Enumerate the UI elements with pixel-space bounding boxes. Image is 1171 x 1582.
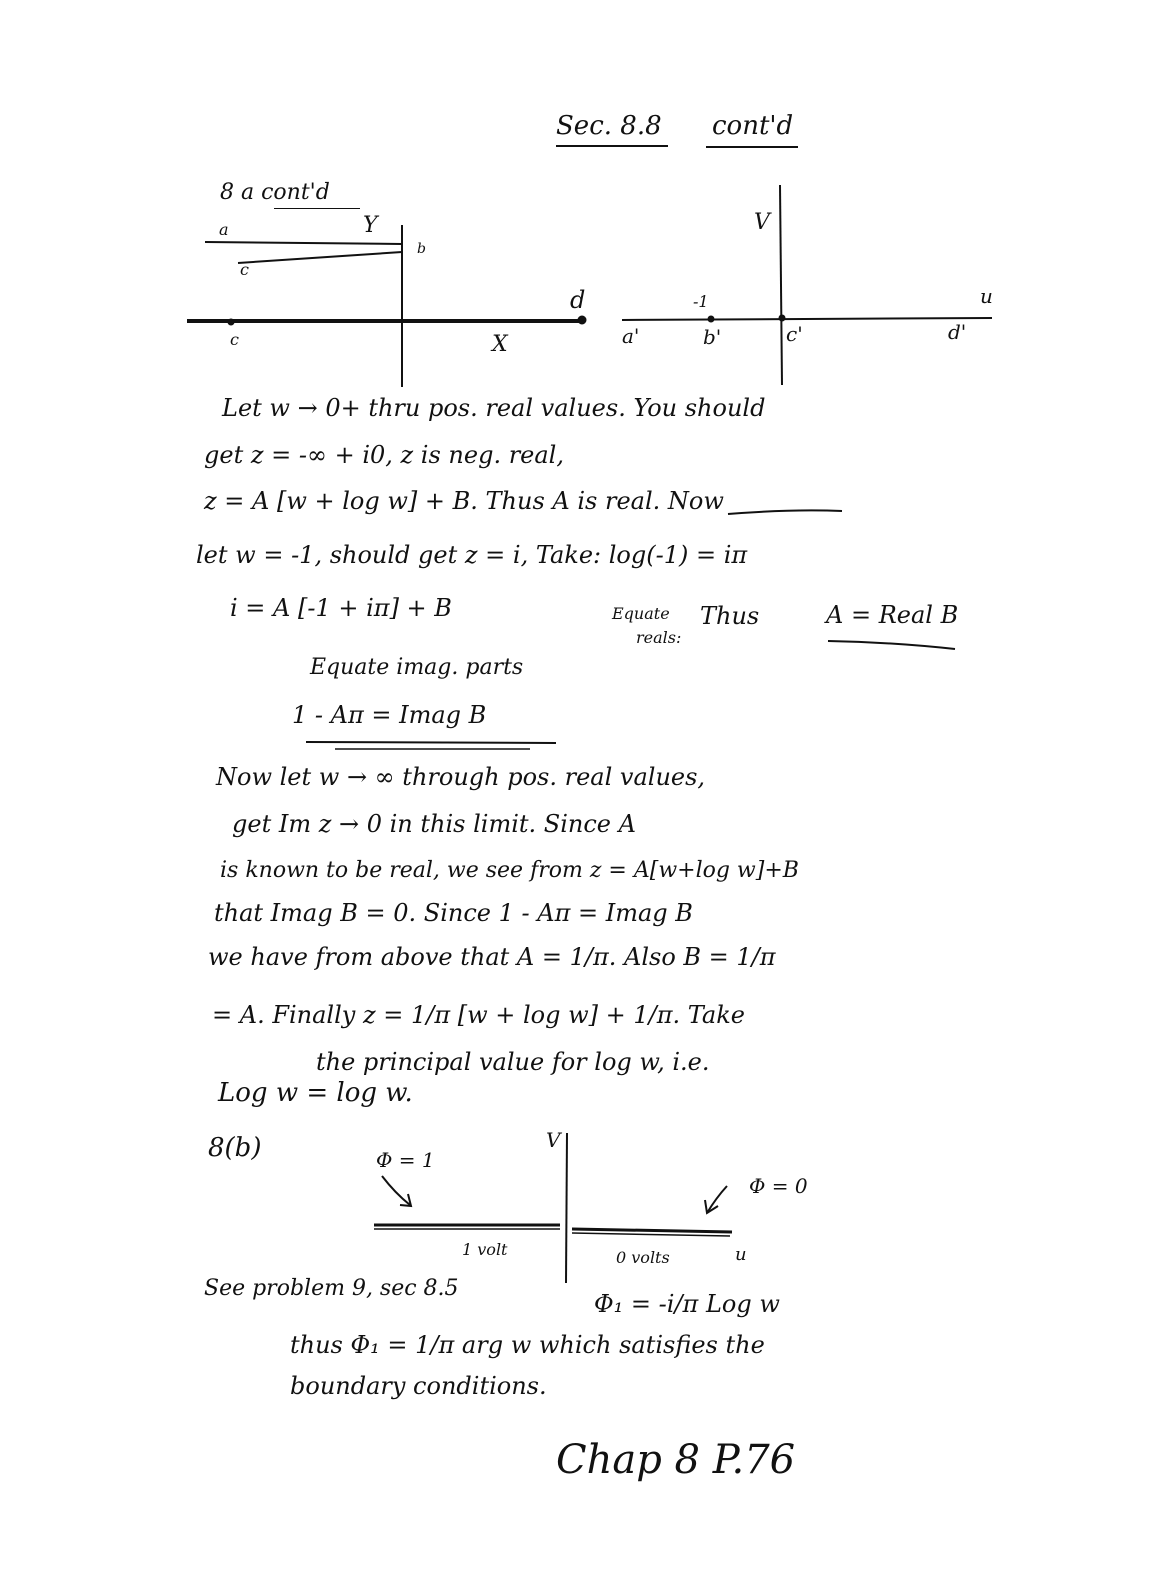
w-plane-label-minus-one: -1 xyxy=(693,292,709,311)
8b-phi0-arrow xyxy=(707,1186,727,1213)
w-plane-figure xyxy=(622,185,992,385)
equate-reals-line-2: reals: xyxy=(636,628,682,647)
w-plane-label-d-prime: d' xyxy=(948,320,967,344)
cont-line-7: the principal value for log w, i.e. xyxy=(316,1048,710,1076)
line-5: i = A [-1 + iπ] + B xyxy=(230,594,452,622)
a-equals-real-b: A = Real B xyxy=(826,601,959,629)
problem-8b-label: 8(b) xyxy=(208,1133,262,1163)
w-plane-u-axis xyxy=(622,318,992,320)
cont-line-3: is known to be real, we see from z = A[w+log w]+B xyxy=(220,858,799,883)
line-1: Let w → 0+ thru pos. real values. You should xyxy=(222,394,766,422)
cont-line-5: we have from above that A = 1/π. Also B = 1/π xyxy=(208,943,776,971)
line-4: let w = -1, should get z = i, Take: log(-1) = iπ xyxy=(196,541,748,569)
z-plane-label-c-lower: c xyxy=(230,330,239,349)
8b-label-phi1: Φ = 1 xyxy=(376,1148,435,1172)
w-plane-label-u: u xyxy=(980,284,993,308)
cont-line-1: Now let w → ∞ through pos. real values, xyxy=(216,763,706,791)
a-is-real-underline xyxy=(728,510,842,514)
8b-label-v: V xyxy=(546,1128,561,1152)
z-plane-label-x: X xyxy=(492,332,508,357)
z-plane-point-c xyxy=(228,319,234,325)
imag-b-underline-1 xyxy=(306,742,556,743)
z-plane-label-a: a xyxy=(219,220,229,239)
8b-right-boundary xyxy=(572,1229,732,1232)
z-plane-label-d: d xyxy=(570,286,586,314)
8b-line-1: See problem 9, sec 8.5 xyxy=(204,1276,459,1301)
line-2: get z = -∞ + i0, z is neg. real, xyxy=(204,441,564,469)
w-plane-v-axis xyxy=(780,185,782,385)
8b-v-axis xyxy=(566,1133,567,1283)
equate-imag-line: Equate imag. parts xyxy=(310,655,524,680)
8b-line-4: boundary conditions. xyxy=(290,1372,547,1400)
8b-label-1-volt: 1 volt xyxy=(462,1240,508,1259)
z-plane-label-y: Y xyxy=(363,213,378,238)
problem-8a-label: 8 a cont'd xyxy=(220,180,330,205)
cont-line-2: get Im z → 0 in this limit. Since A xyxy=(232,810,636,838)
w-plane-label-b-prime: b' xyxy=(703,325,722,349)
w-plane-label-v: V xyxy=(754,210,770,235)
w-plane-point-c-prime xyxy=(779,315,785,321)
w-plane-label-c-prime: c' xyxy=(786,322,803,346)
8b-label-phi0: Φ = 0 xyxy=(749,1174,808,1198)
a-real-b-underline xyxy=(828,641,955,649)
8b-line-2: Φ₁ = -i/π Log w xyxy=(594,1290,780,1318)
z-plane-label-c-upper: c xyxy=(240,260,249,279)
cont-line-6: = A. Finally z = 1/π [w + log w] + 1/π. Take xyxy=(212,1001,745,1029)
one-minus-a-pi-equals-imag-b: 1 - Aπ = Imag B xyxy=(292,701,487,729)
w-plane-label-a-prime: a' xyxy=(622,324,640,348)
cont-line-8: Log w = log w. xyxy=(218,1078,413,1108)
section-heading: Sec. 8.8 xyxy=(556,111,662,141)
z-plane-label-b: b xyxy=(417,241,426,257)
8b-label-0-volts: 0 volts xyxy=(616,1248,670,1267)
line-3: z = A [w + log w] + B. Thus A is real. Now xyxy=(204,487,724,515)
contd-heading: cont'd xyxy=(712,111,794,141)
z-plane-upper-edge xyxy=(205,242,402,244)
cont-line-4: that Imag B = 0. Since 1 - Aπ = Imag B xyxy=(214,899,693,927)
8b-line-3: thus Φ₁ = 1/π arg w which satisfies the xyxy=(290,1331,765,1359)
equate-reals-thus: Thus xyxy=(700,602,760,630)
page-reference: Chap 8 P.76 xyxy=(556,1437,796,1483)
8b-right-boundary-2 xyxy=(572,1233,730,1236)
z-plane-point-d xyxy=(578,316,586,324)
z-plane-figure xyxy=(187,225,586,387)
equate-reals-line-1: Equate xyxy=(612,604,670,623)
z-plane-lower-edge xyxy=(238,252,402,263)
8b-label-u: u xyxy=(735,1244,747,1265)
w-plane-point-b-prime xyxy=(708,316,714,322)
8b-phi1-arrow xyxy=(382,1176,410,1205)
